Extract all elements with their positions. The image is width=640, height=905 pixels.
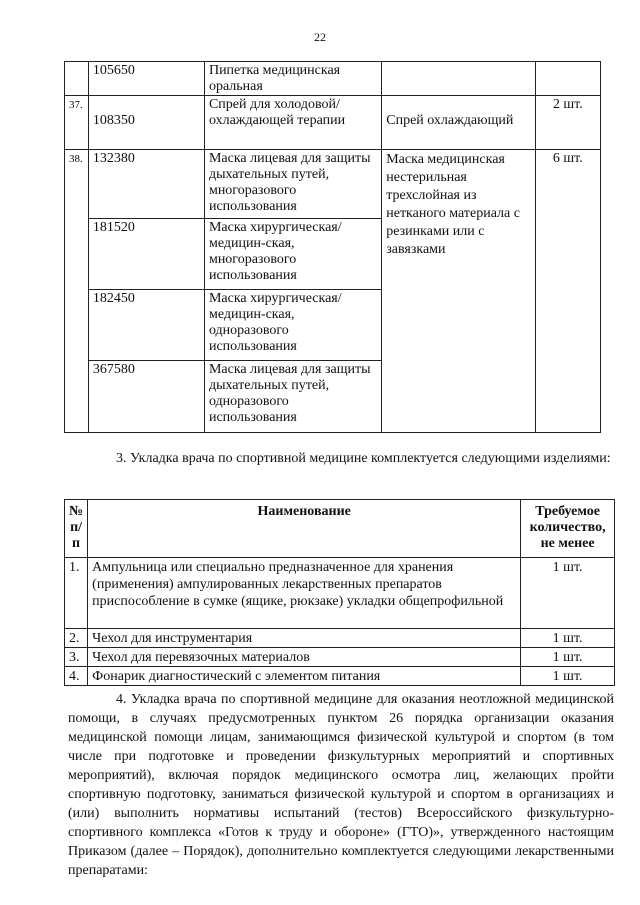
table-row: [65, 648, 615, 667]
device-quantity: 6 шт.: [535, 150, 600, 433]
item-name: Чехол для инструментария: [88, 629, 521, 648]
device-name: Спрей для холодовой/охлаждающей терапии: [204, 96, 381, 150]
table-row: [65, 96, 601, 150]
row-number: 37.: [65, 96, 89, 150]
section-3-paragraph: 3. Укладка врача по спортивной медицине комплектуется следующими изделиями:: [116, 451, 611, 466]
header-name: Наименование: [88, 500, 521, 558]
table-row: [65, 150, 601, 219]
item-name: Ампульница или специально предназначенное для хранения (применения) ампулированных лекарственных препаратов приспособление в сумке (ящике, рюкзаке) укладки общепрофильной: [88, 558, 521, 629]
item-quantity: 1 шт.: [521, 648, 615, 667]
row-number: 38.: [65, 150, 89, 433]
device-description: Маска медицинская нестерильная трехслойная из нетканого материала с резинками или с завязками: [382, 150, 535, 433]
device-name: Маска лицевая для защиты дыхательных путей, одноразового использования: [204, 361, 381, 433]
item-quantity: 1 шт.: [521, 558, 615, 629]
device-code: 182450: [88, 290, 204, 361]
device-code: 105650: [88, 62, 204, 96]
device-description: [382, 62, 535, 96]
device-name: Маска хирургическая/медицин-ская, одноразового использования: [204, 290, 381, 361]
table-row: [65, 558, 615, 629]
page-number: 22: [314, 30, 326, 44]
device-description-text: Спрей охлаждающий: [386, 113, 514, 128]
row-number: 2.: [65, 629, 88, 648]
device-code: 132380: [88, 150, 204, 219]
item-quantity: 1 шт.: [521, 629, 615, 648]
device-name: Маска лицевая для защиты дыхательных путей, многоразового использования: [204, 150, 381, 219]
header-quantity: Требуемое количество, не менее: [521, 500, 615, 558]
item-quantity: 1 шт.: [521, 667, 615, 686]
row-number: 3.: [65, 648, 88, 667]
device-code: 367580: [88, 361, 204, 433]
device-code: [88, 96, 204, 150]
item-name: Чехол для перевязочных материалов: [88, 648, 521, 667]
devices-table: [64, 61, 601, 433]
device-description: [382, 96, 535, 150]
device-name: Маска хирургическая/медицин-ская, многоразового использования: [204, 219, 381, 290]
device-quantity: [535, 62, 600, 96]
section-4-paragraph: 4. Укладка врача по спортивной медицине для оказания неотложной медицинской помощи, в случаях предусмотренных пунктом 26 порядка организации оказания медицинской помощи лицам, занимающимся физической культурой и спортом (в том числе при подготовке и проведении физкультурных мероприятий и спортивных мероприятий), включая порядок медицинского осмотра лиц, желающих пройти спортивную подготовку, заниматься физической культурой и спортом в организациях и (или) выполнить нормативы испытаний (тестов) Всероссийского физкультурно-спортивного комплекса «Готов к труду и обороне» (ГТО)», утвержденного настоящим Приказом (далее – Порядок), дополнительно комплектуется следующими лекарственными препаратами:: [68, 692, 614, 878]
equipment-table: [64, 499, 615, 686]
table-row: [65, 62, 601, 96]
row-number: 1.: [65, 558, 88, 629]
device-quantity: 2 шт.: [535, 96, 600, 150]
device-code-text: 108350: [92, 113, 135, 128]
table-row: [65, 667, 615, 686]
header-number: № п/п: [65, 500, 88, 558]
row-number: [65, 62, 89, 96]
row-number: 4.: [65, 667, 88, 686]
table-header-row: [65, 500, 615, 558]
item-name: Фонарик диагностический с элементом питания: [88, 667, 521, 686]
table-row: [65, 629, 615, 648]
device-name: Пипетка медицинская оральная: [204, 62, 381, 96]
device-code: 181520: [88, 219, 204, 290]
